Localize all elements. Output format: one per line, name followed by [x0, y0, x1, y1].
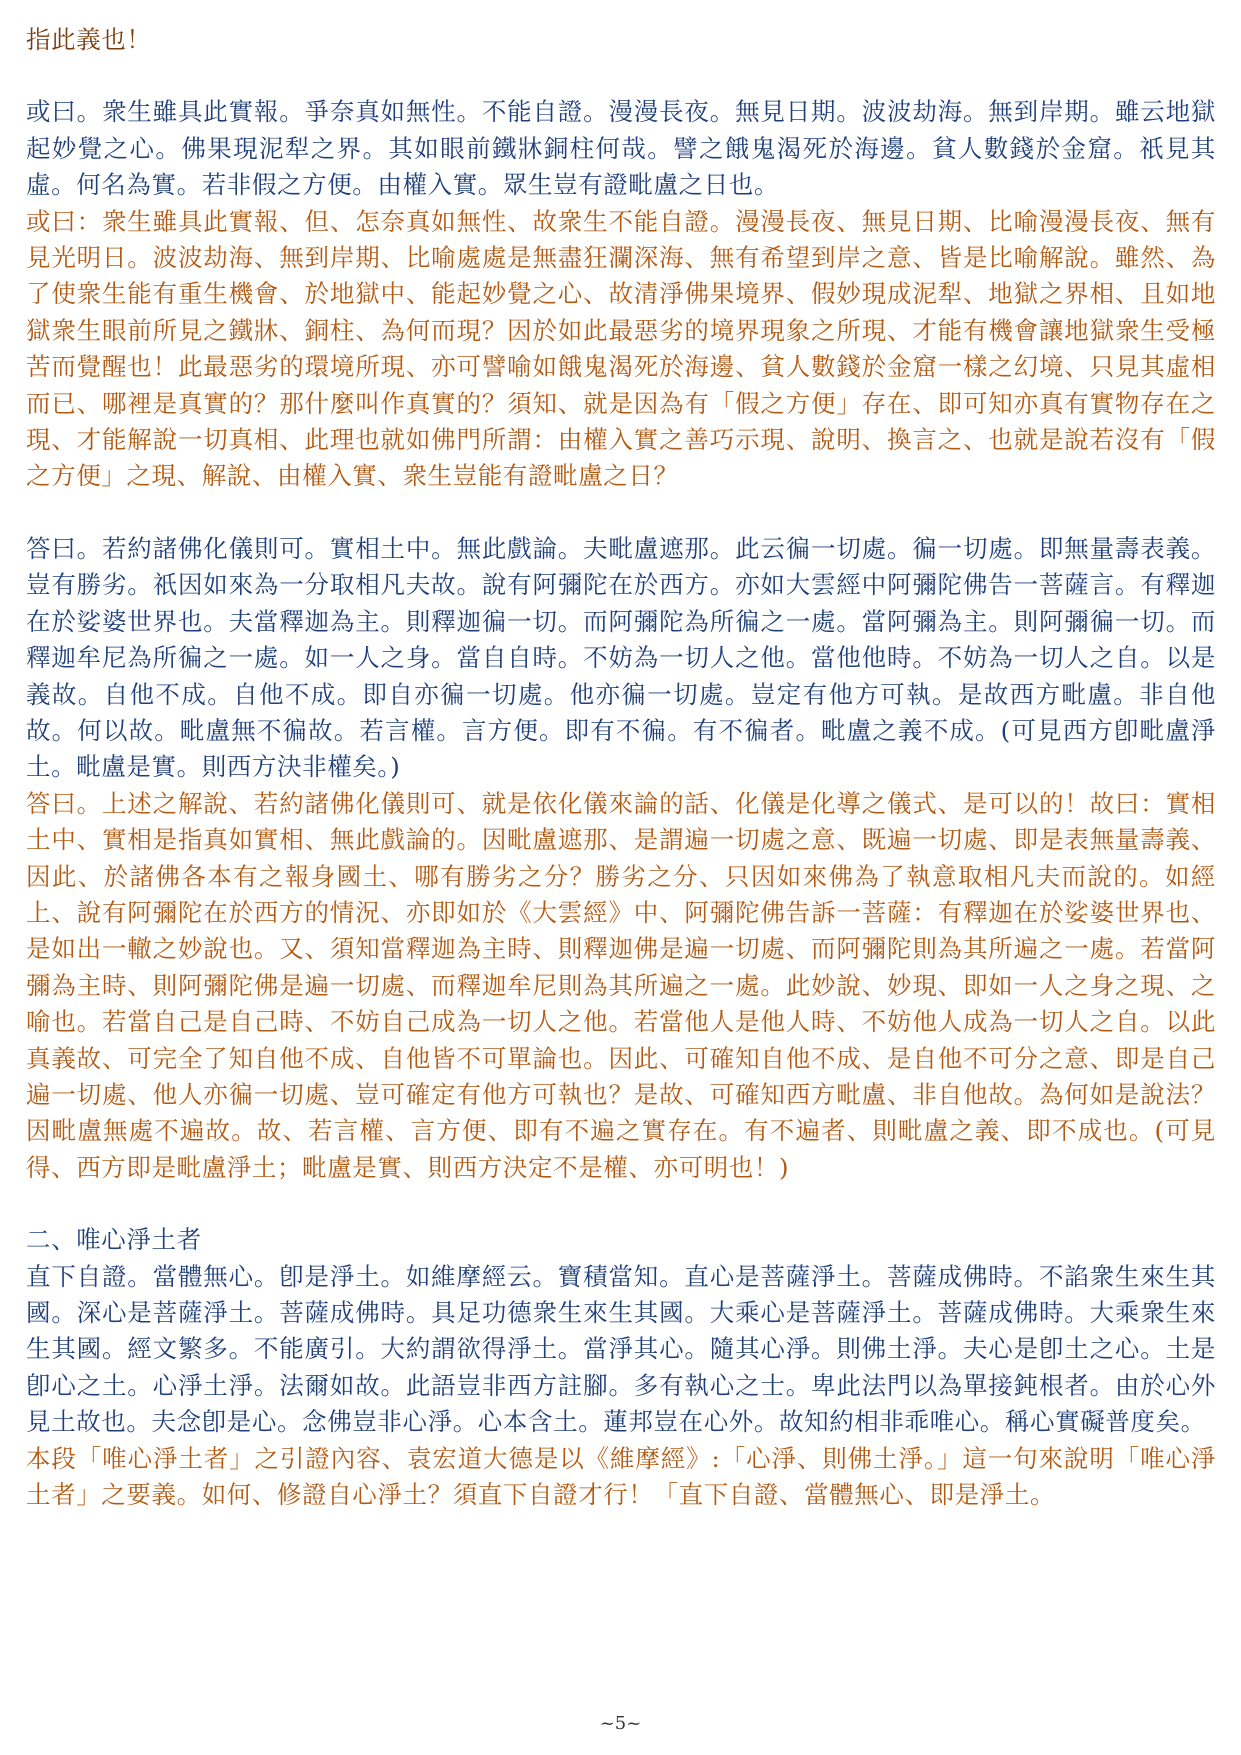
- section-heading: 二、唯心淨土者: [26, 1225, 202, 1255]
- paragraph-gap: [26, 495, 1216, 531]
- explanation-text-2: 答曰。上述之解說、若約諸佛化儀則可、就是依化儀來論的話、化儀是化導之儀式、是可以的！故曰：實相土中、實相是指真如實相、無此戲論的。因毗盧遮那、是謂遍一切處之意、既遍一切處、即是表無量壽義、因此、於諸佛各本有之報身國土、哪有勝劣之分？勝劣之分、只因如來佛為了執意取相凡夫而說的。如經上、說有阿彌陀在於西方的情況、亦即如於《大雲經》中、阿彌陀佛告訴一菩薩：有釋迦在於娑婆世界也、是如出一轍之妙說也。又、須知當釋迦為主時、則釋迦佛是遍一切處、而阿彌陀則為其所遍之一處。若當阿彌為主時、則阿彌陀佛是遍一切處、而釋迦牟尼則為其所遍之一處。此妙說、妙現、即如一人之身之現、之喻也。若當自己是自己時、不妨自己成為一切人之他。若當他人是他人時、不妨他人成為一切人之自。以此真義故、可完全了知自他不成、自他皆不可單論也。因此、可確知自他不成、是自他不可分之意、即是自己遍一切處、他人亦徧一切處、豈可確定有他方可執也？是故、可確知西方毗盧、非自他故。為何如是說法？因毗盧無處不遍故。故、若言權、言方便、即有不遍之實存在。有不遍者、則毗盧之義、即不成也。(可見得、西方即是毗盧淨土；毗盧是實、則西方決定不是權、亦可明也！): [26, 788, 1216, 1182]
- explanation-text-1: 或曰：衆生雖具此實報、但、怎奈真如無性、故衆生不能自證。漫漫長夜、無見日期、比喻漫漫長夜、無有見光明日。波波劫海、無到岸期、比喻處處是無盡狂瀾深海、無有希望到岸之意、皆是比喻解說。雖然、為了使衆生能有重生機會、於地獄中、能起妙覺之心、故清淨佛果境界、假妙現成泥犁、地獄之界相、且如地獄衆生眼前所見之鐵牀、銅柱、為何而現？因於如此最惡劣的境界現象之所現、才能有機會讓地獄衆生受極苦而覺醒也！此最惡劣的環境所現、亦可譬喻如餓鬼渴死於海邊、貧人數錢於金窟一樣之幻境、只見其虛相而已、哪裡是真實的？那什麼叫作真實的？須知、就是因為有「假之方便」存在、即可知亦真有實物存在之現、才能解說一切真相、此理也就如佛門所謂：由權入實之善巧示現、說明、換言之、也就是說若沒有「假之方便」之現、解說、由權入實、衆生豈能有證毗盧之日？: [26, 206, 1216, 491]
- original-text-1: 或曰。衆生雖具此實報。爭奈真如無性。不能自證。漫漫長夜。無見日期。波波劫海。無到岸期。雖云地獄起妙覺之心。佛果現泥犁之界。其如眼前鐵牀銅柱何哉。譬之餓鬼渴死於海邊。貧人數錢於金窟。祇見其虛。何名為實。若非假之方便。由權入實。眾生豈有證毗盧之日也。: [26, 97, 1216, 200]
- original-text-2: 答曰。若約諸佛化儀則可。實相土中。無此戲論。夫毗盧遮那。此云徧一切處。徧一切處。即無量壽表義。豈有勝劣。祇因如來為一分取相凡夫故。說有阿彌陀在於西方。亦如大雲經中阿彌陀佛告一菩薩言。有釋迦在於娑婆世界也。夫當釋迦為主。則釋迦徧一切。而阿彌陀為所徧之一處。當阿彌為主。則阿彌徧一切。而釋迦牟尼為所徧之一處。如一人之身。當自自時。不妨為一切人之他。當他他時。不妨為一切人之自。以是義故。自他不成。自他不成。即自亦徧一切處。他亦徧一切處。豈定有他方可執。是故西方毗盧。非自他故。何以故。毗盧無不徧故。若言權。言方便。即有不徧。有不徧者。毗盧之義不成。(可見西方卽毗盧淨土。毗盧是實。則西方決非權矣。): [26, 533, 1216, 782]
- page-number: ~5~: [599, 1713, 642, 1734]
- explanation-text-3: 本段「唯心淨土者」之引證內容、袁宏道大德是以《維摩經》:「心淨、則佛土淨。」這一句來說明「唯心淨土者」之要義。如何、修證自心淨土？須直下自證才行！「直下自證、當體無心、即是淨土。: [26, 1443, 1216, 1510]
- paragraph-gap: [26, 1186, 1216, 1222]
- original-text-3: 直下自證。當體無心。卽是淨土。如維摩經云。寶積當知。直心是菩薩淨土。菩薩成佛時。不諂衆生來生其國。深心是菩薩淨土。菩薩成佛時。具足功德衆生來生其國。大乘心是菩薩淨土。菩薩成佛時。大乘衆生來生其國。經文繁多。不能廣引。大約謂欲得淨土。當淨其心。隨其心淨。則佛土淨。夫心是卽土之心。土是卽心之土。心淨土淨。法爾如故。此語豈非西方註腳。多有執心之士。卑此法門以為單接鈍根者。由於心外見土故也。夫念卽是心。念佛豈非心淨。心本含土。蓮邦豈在心外。故知約相非乖唯心。稱心實礙普度矣。: [26, 1261, 1216, 1437]
- document-page: [26, 22, 1216, 1513]
- lead-line: 指此義也！: [26, 25, 152, 54]
- paragraph-gap: [26, 58, 1216, 94]
